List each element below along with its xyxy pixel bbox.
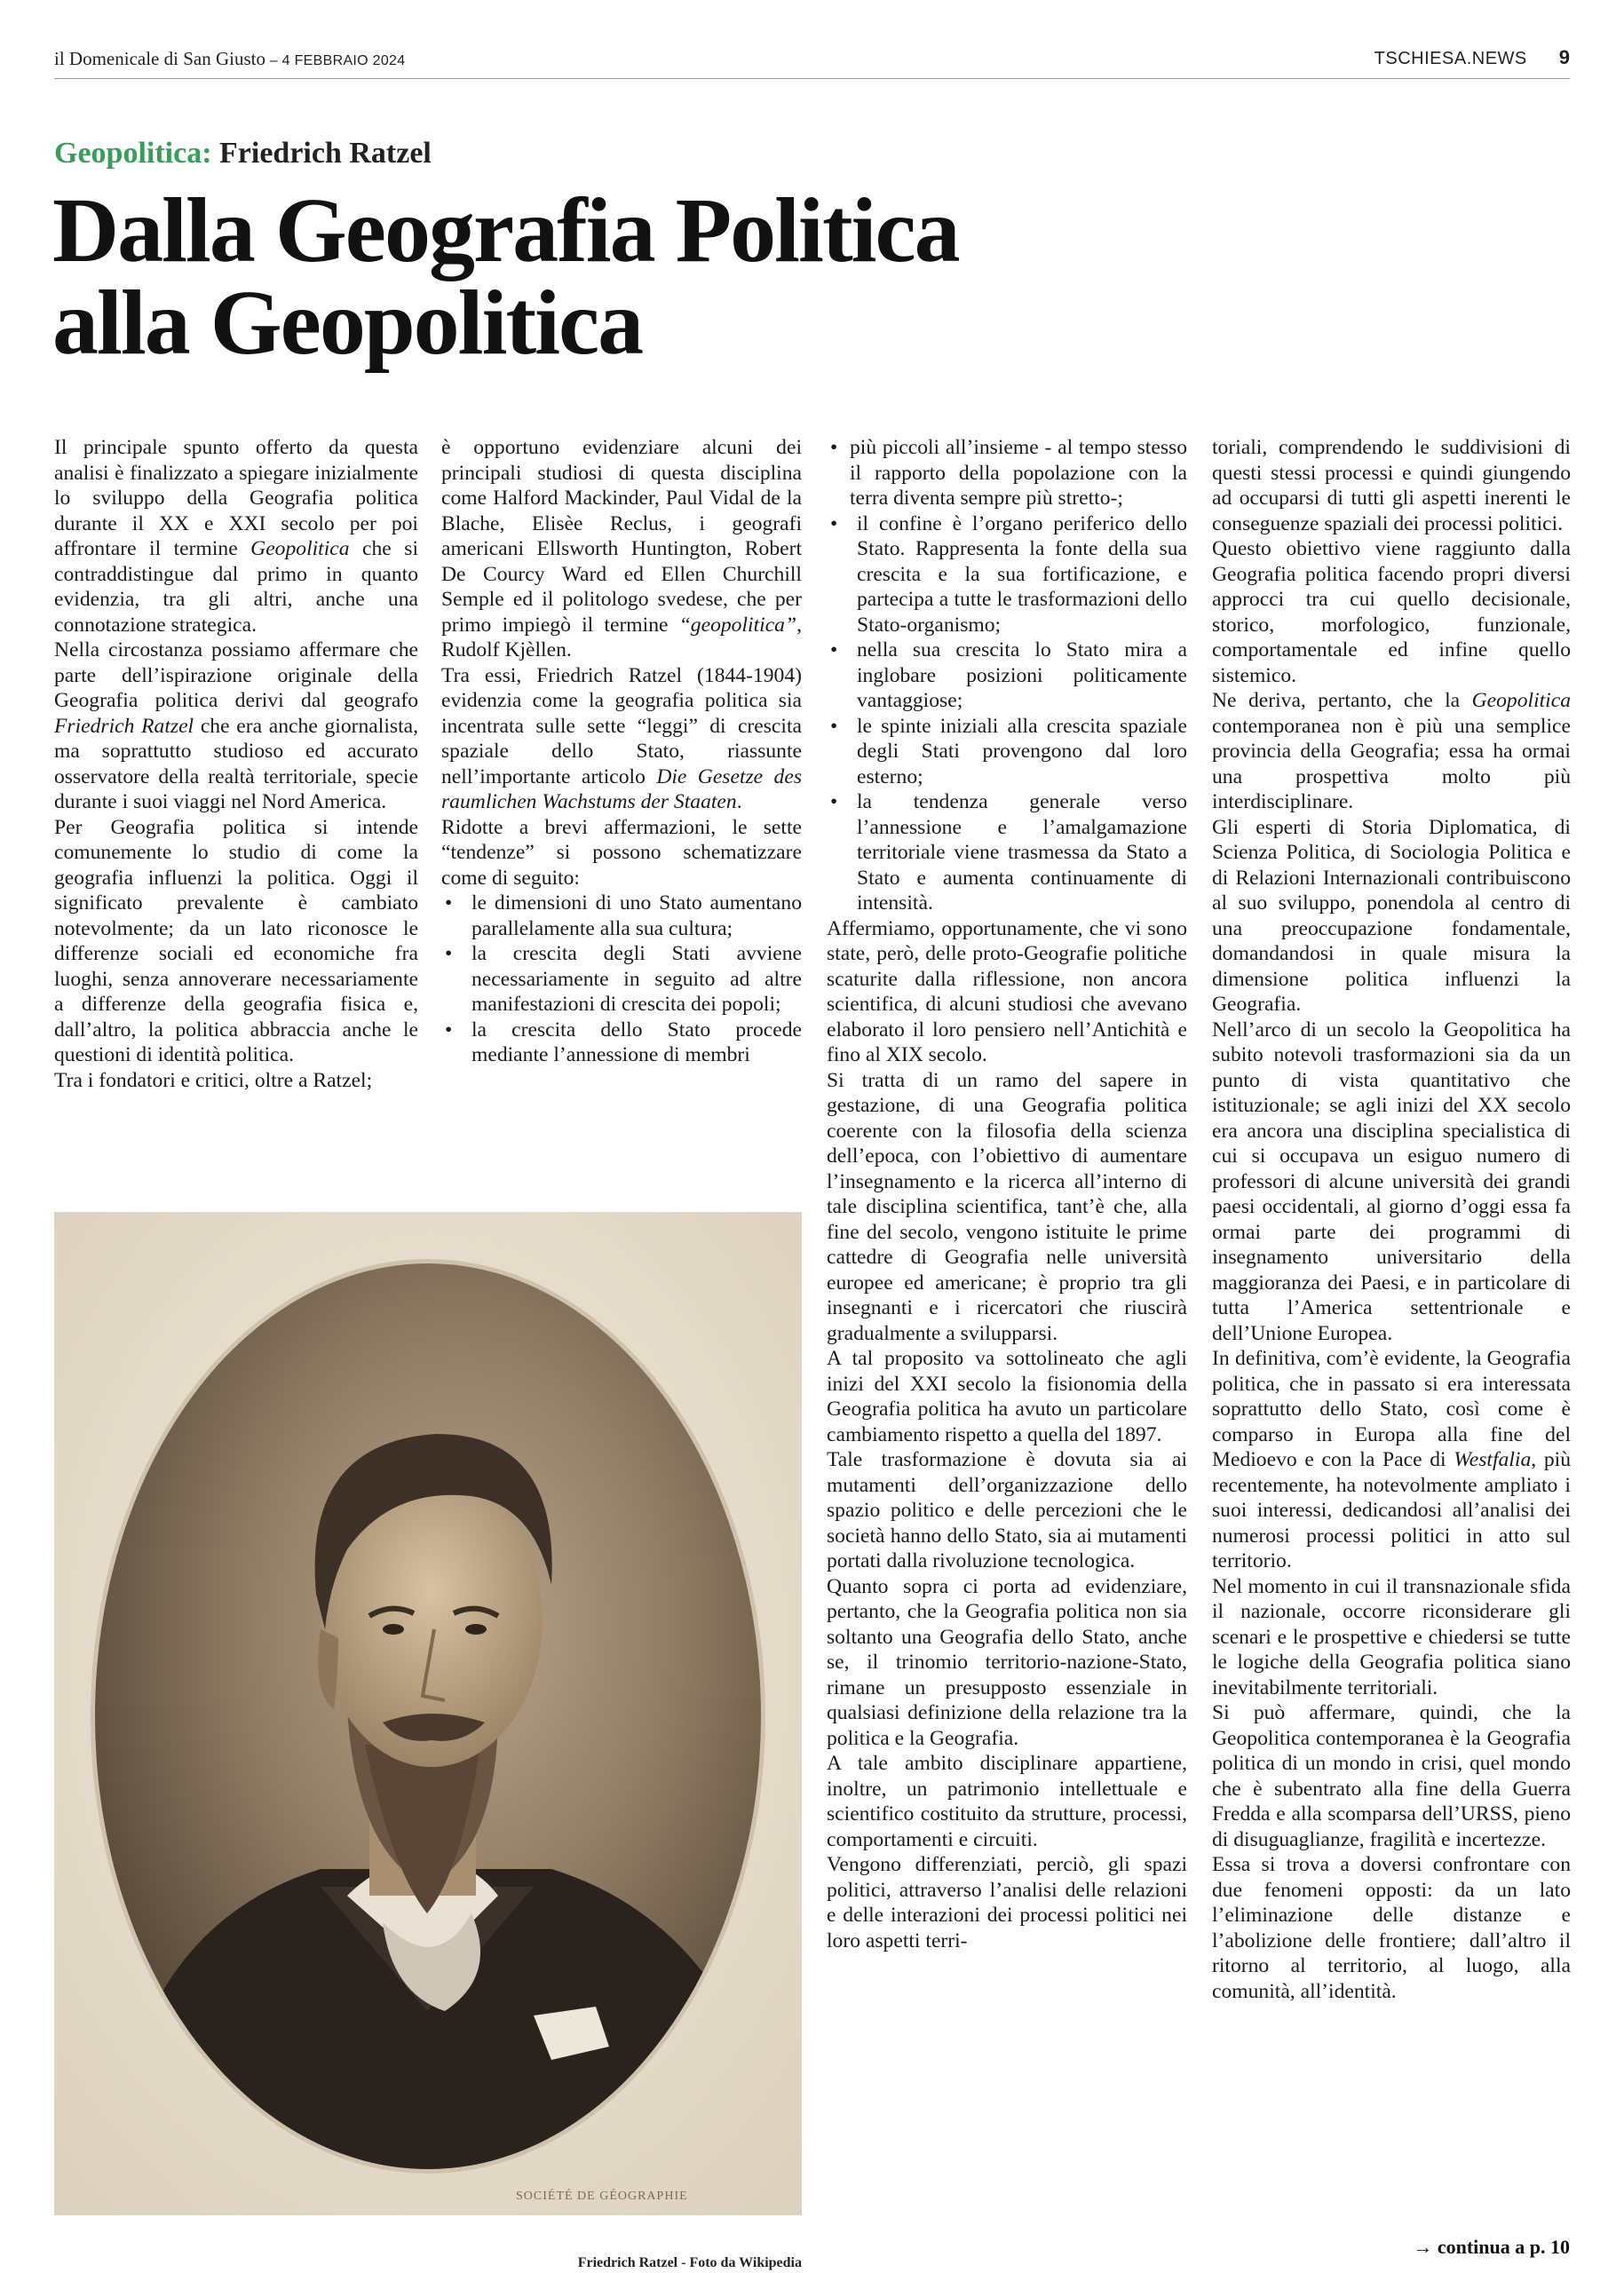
paragraph: A tal proposito va sottolineato che agli inizi del XXI secolo la fisionomia della Geografia politica ha avuto un particolare cambiamento rispetto a quella del 1897. (827, 1347, 1187, 1446)
portrait-photo (54, 1212, 802, 2215)
paragraph: Affermiamo, opportunamente, che vi sono state, però, delle proto-Geografie politiche scaturite dalla riflessione, non ancora scientifica, di alcuni studiosi che avevano elaborato il loro pensiero nell’Antichità e fino al XIX secolo. (827, 916, 1187, 1066)
paragraph: Per Geografia politica si intende comunemente lo studio di come la geografia influenzi la politica. Oggi il significato prevalente è cambiato notevolmente; da un lato riconosce le differenze sociali ed economiche fra luoghi, senza annoverare necessariamente a differenze della geografia fisica e, dall’altro, la politica abbraccia anche le questioni di identità politica. (54, 815, 418, 1066)
header-divider (54, 78, 1570, 79)
text-column-2 (441, 435, 802, 1199)
paragraph: Questo obiettivo viene raggiunto dalla Geografia politica facendo propri diversi approcci tra cui quello decisionale, storico, morfologico, funzionale, comportamentale ed infine quello sistemico. (1212, 537, 1571, 687)
paragraph: Ridotte a brevi affermazioni, le sette “tendenze” si possono schematizzare come di seguito: (441, 815, 802, 890)
list-item: • la crescita dello Stato procede mediante l’annessione di membri (441, 1018, 802, 1068)
article-kicker (54, 137, 432, 170)
paragraph: Si può affermare, quindi, che la Geopolitica contemporanea è la Geografia politica di un mondo in crisi, quel mondo che è subentrato alla fine della Guerra Fredda e alla scomparsa dell’URSS, pieno di disuguaglianze, fragilità e incertezze. (1212, 1701, 1571, 1851)
newspaper-name: il Domenicale di San Giusto (54, 48, 265, 69)
text-column-1 (54, 435, 418, 1199)
issue-date: – 4 FEBBRAIO 2024 (265, 53, 406, 68)
paragraph: Tra essi, Friedrich Ratzel (1844-1904) evidenzia come la geografia politica sia incentrata sulle sette “leggi” di crescita spaziale dello Stato, riassunte nell’importante articolo Die Gesetze des raumlichen Wachstums der Staaten. (441, 663, 802, 813)
paragraph: Si tratta di un ramo del sapere in gestazione, di una Geografia politica coerente con la filosofia della scienza dell’epoca, con l’obiettivo di aumentare l’insegnamento e la ricerca all’interno di tale disciplina scientifica, tant’è che, alla fine del secolo, vengono istituite le prime cattedre di Geografia nelle università europee ed americane; è proprio tra gli insegnanti e i ricercatori che riuscirà gradualmente a svilupparsi. (827, 1068, 1187, 1345)
list-item: • la tendenza generale verso l’annessione e l’amalgamazione territoriale viene trasmessa da Stato a Stato e aumenta continuamente di intensità. (827, 789, 1187, 916)
site-name: TSCHIESA.NEWS (1374, 49, 1527, 68)
running-header (54, 48, 405, 70)
list-item-continued: • più piccoli all’insieme - al tempo stesso il rapporto della popolazione con la terra diventa sempre più stretto-; (827, 435, 1187, 511)
list-item: • la crescita degli Stati avviene necessariamente in seguito ad altre manifestazioni di crescita dei popoli; (441, 941, 802, 1018)
paragraph: Nella circostanza possiamo affermare che parte dell’ispirazione originale della Geografia politica derivi dal geografo Friedrich Ratzel che era anche giornalista, ma soprattutto studioso ed accurato osservatore della realtà territoriale, specie durante i suoi viaggi nel Nord America. (54, 638, 418, 813)
running-header-right (1374, 46, 1570, 69)
paragraph: Quanto sopra ci porta ad evidenziare, pertanto, che la Geografia politica non sia soltanto una Geografia dello Stato, anche se, il trinomio territorio-nazione-Stato, rimane un presupposto essenziale in qualsiasi definizione della relazione tra la politica e la Geografia. (827, 1574, 1187, 1750)
page-number: 9 (1558, 46, 1570, 68)
paragraph: Gli esperti di Storia Diplomatica, di Scienza Politica, di Sociologia Politica e di Relazioni Internazionali contribuiscono al suo sviluppo, ponendola al centro di una preoccupazione fondamentale, domandandosi in quale misura la dimensione politica influenzi la Geografia. (1212, 815, 1571, 1016)
text-column-3 (827, 435, 1187, 2211)
paragraph: è opportuno evidenziare alcuni dei principali studiosi di questa disciplina come Halford Mackinder, Paul Vidal de la Blache, Elisèe Reclus, i geografi americani Ellsworth Huntington, Robert De Courcy Ward ed Ellen Churchill Semple ed il politologo svedese, che per primo impiegò il termine “geopolitica”, Rudolf Kjèllen. (441, 436, 802, 661)
article-headline (52, 179, 1295, 374)
headline-line-2: alla Geopolitica (52, 272, 643, 374)
tendencies-list (441, 891, 802, 1068)
text-column-4 (1212, 435, 1571, 2211)
portrait-illustration (54, 1212, 802, 2215)
paragraph: Nel momento in cui il transnazionale sfida il nazionale, occorre riconsiderare gli scenari e le prospettive e chiedersi se tutte le logiche della Geografia politica siano inevitabilmente territoriali. (1212, 1574, 1571, 1699)
tendencies-list-continued (827, 435, 1187, 916)
paragraph: toriali, comprendendo le suddivisioni di questi stessi processi e quindi giungendo ad occuparsi di tutti gli aspetti inerenti le conseguenze spaziali dei processi politici. (1212, 436, 1571, 535)
list-item: • le spinte iniziali alla crescita spaziale degli Stati provengono dal loro esterno; (827, 714, 1187, 790)
paragraph: Vengono differenziati, perciò, gli spazi politici, attraverso l’analisi delle relazioni e delle interazioni dei processi politici nei loro aspetti terri- (827, 1853, 1187, 1952)
paragraph: Ne deriva, pertanto, che la Geopolitica contemporanea non è più una semplice provincia della Geografia; essa ha ormai una prospettiva molto più interdisciplinare. (1212, 689, 1571, 813)
paragraph: Nell’arco di un secolo la Geopolitica ha subito notevoli trasformazioni sia da un punto di vista quantitativo che istituzionale; se agli inizi del XX secolo era ancora una disciplina specialistica di cui si occupava un esiguo numero di professori di alcune università dei grandi paesi occidentali, al giorno d’oggi essa fa ormai parte dei programmi di insegnamento universitario della maggioranza dei Paesi, e in particolare di tutta l’America settentrionale e dell’Unione Europea. (1212, 1018, 1571, 1345)
photo-caption: Friedrich Ratzel - Foto da Wikipedia (577, 2255, 802, 2270)
kicker-category: Geopolitica: (54, 137, 212, 170)
list-item: • le dimensioni di uno Stato aumentano parallelamente alla sua cultura; (441, 891, 802, 941)
paragraph: Essa si trova a doversi confrontare con due fenomeni opposti: da un lato l’eliminazione delle distanze e l’abolizione delle frontiere; dall’altro il ritorno al territorio, al luogo, alla comunità, all’identità. (1212, 1853, 1571, 2003)
list-item: • nella sua crescita lo Stato mira a inglobare posizioni politicamente vantaggiose; (827, 638, 1187, 714)
list-item: • il confine è l’organo periferico dello Stato. Rappresenta la fonte della sua crescita e la sua fortificazione, e partecipa a tutte le trasformazioni dello Stato-organismo; (827, 511, 1187, 638)
paragraph: Il principale spunto offerto da questa analisi è finalizzato a spiegare inizialmente lo sviluppo della Geografia politica durante il XX e XXI secolo per poi affrontare il termine Geopolitica che si contraddistingue dal primo in quanto evidenzia, tra gli altri, anche una connotazione strategica. (54, 436, 418, 637)
paragraph: Tra i fondatori e critici, oltre a Ratzel; (54, 1068, 373, 1092)
paragraph: In definitiva, com’è evidente, la Geografia politica, che in passato si era interessata soprattutto dello Stato, così come è comparso in Europa alla fine del Medioevo e con la Pace di Westfalia, più recentemente, ha notevolmente ampliato i suoi interessi, dedicandosi all’analisi dei numerosi processi politici in atto sul territorio. (1212, 1347, 1571, 1572)
paragraph: A tale ambito disciplinare appartiene, inoltre, un patrimonio intellettuale e scientifico costituito da strutture, processi, comportamenti e circuiti. (827, 1752, 1187, 1851)
kicker-subject: Friedrich Ratzel (211, 137, 432, 170)
paragraph: Tale trasformazione è dovuta sia ai mutamenti dell’organizzazione dello spazio politico e delle percezioni che le società hanno dello Stato, sia ai mutamenti portati dalla rivoluzione tecnologica. (827, 1448, 1187, 1572)
photo-stamp: SOCIÉTÉ DE GÉOGRAPHIE (516, 2190, 688, 2203)
headline-line-1: Dalla Geografia Politica (52, 179, 959, 281)
continued-on-page-link: → continua a p. 10 (1413, 2236, 1570, 2258)
